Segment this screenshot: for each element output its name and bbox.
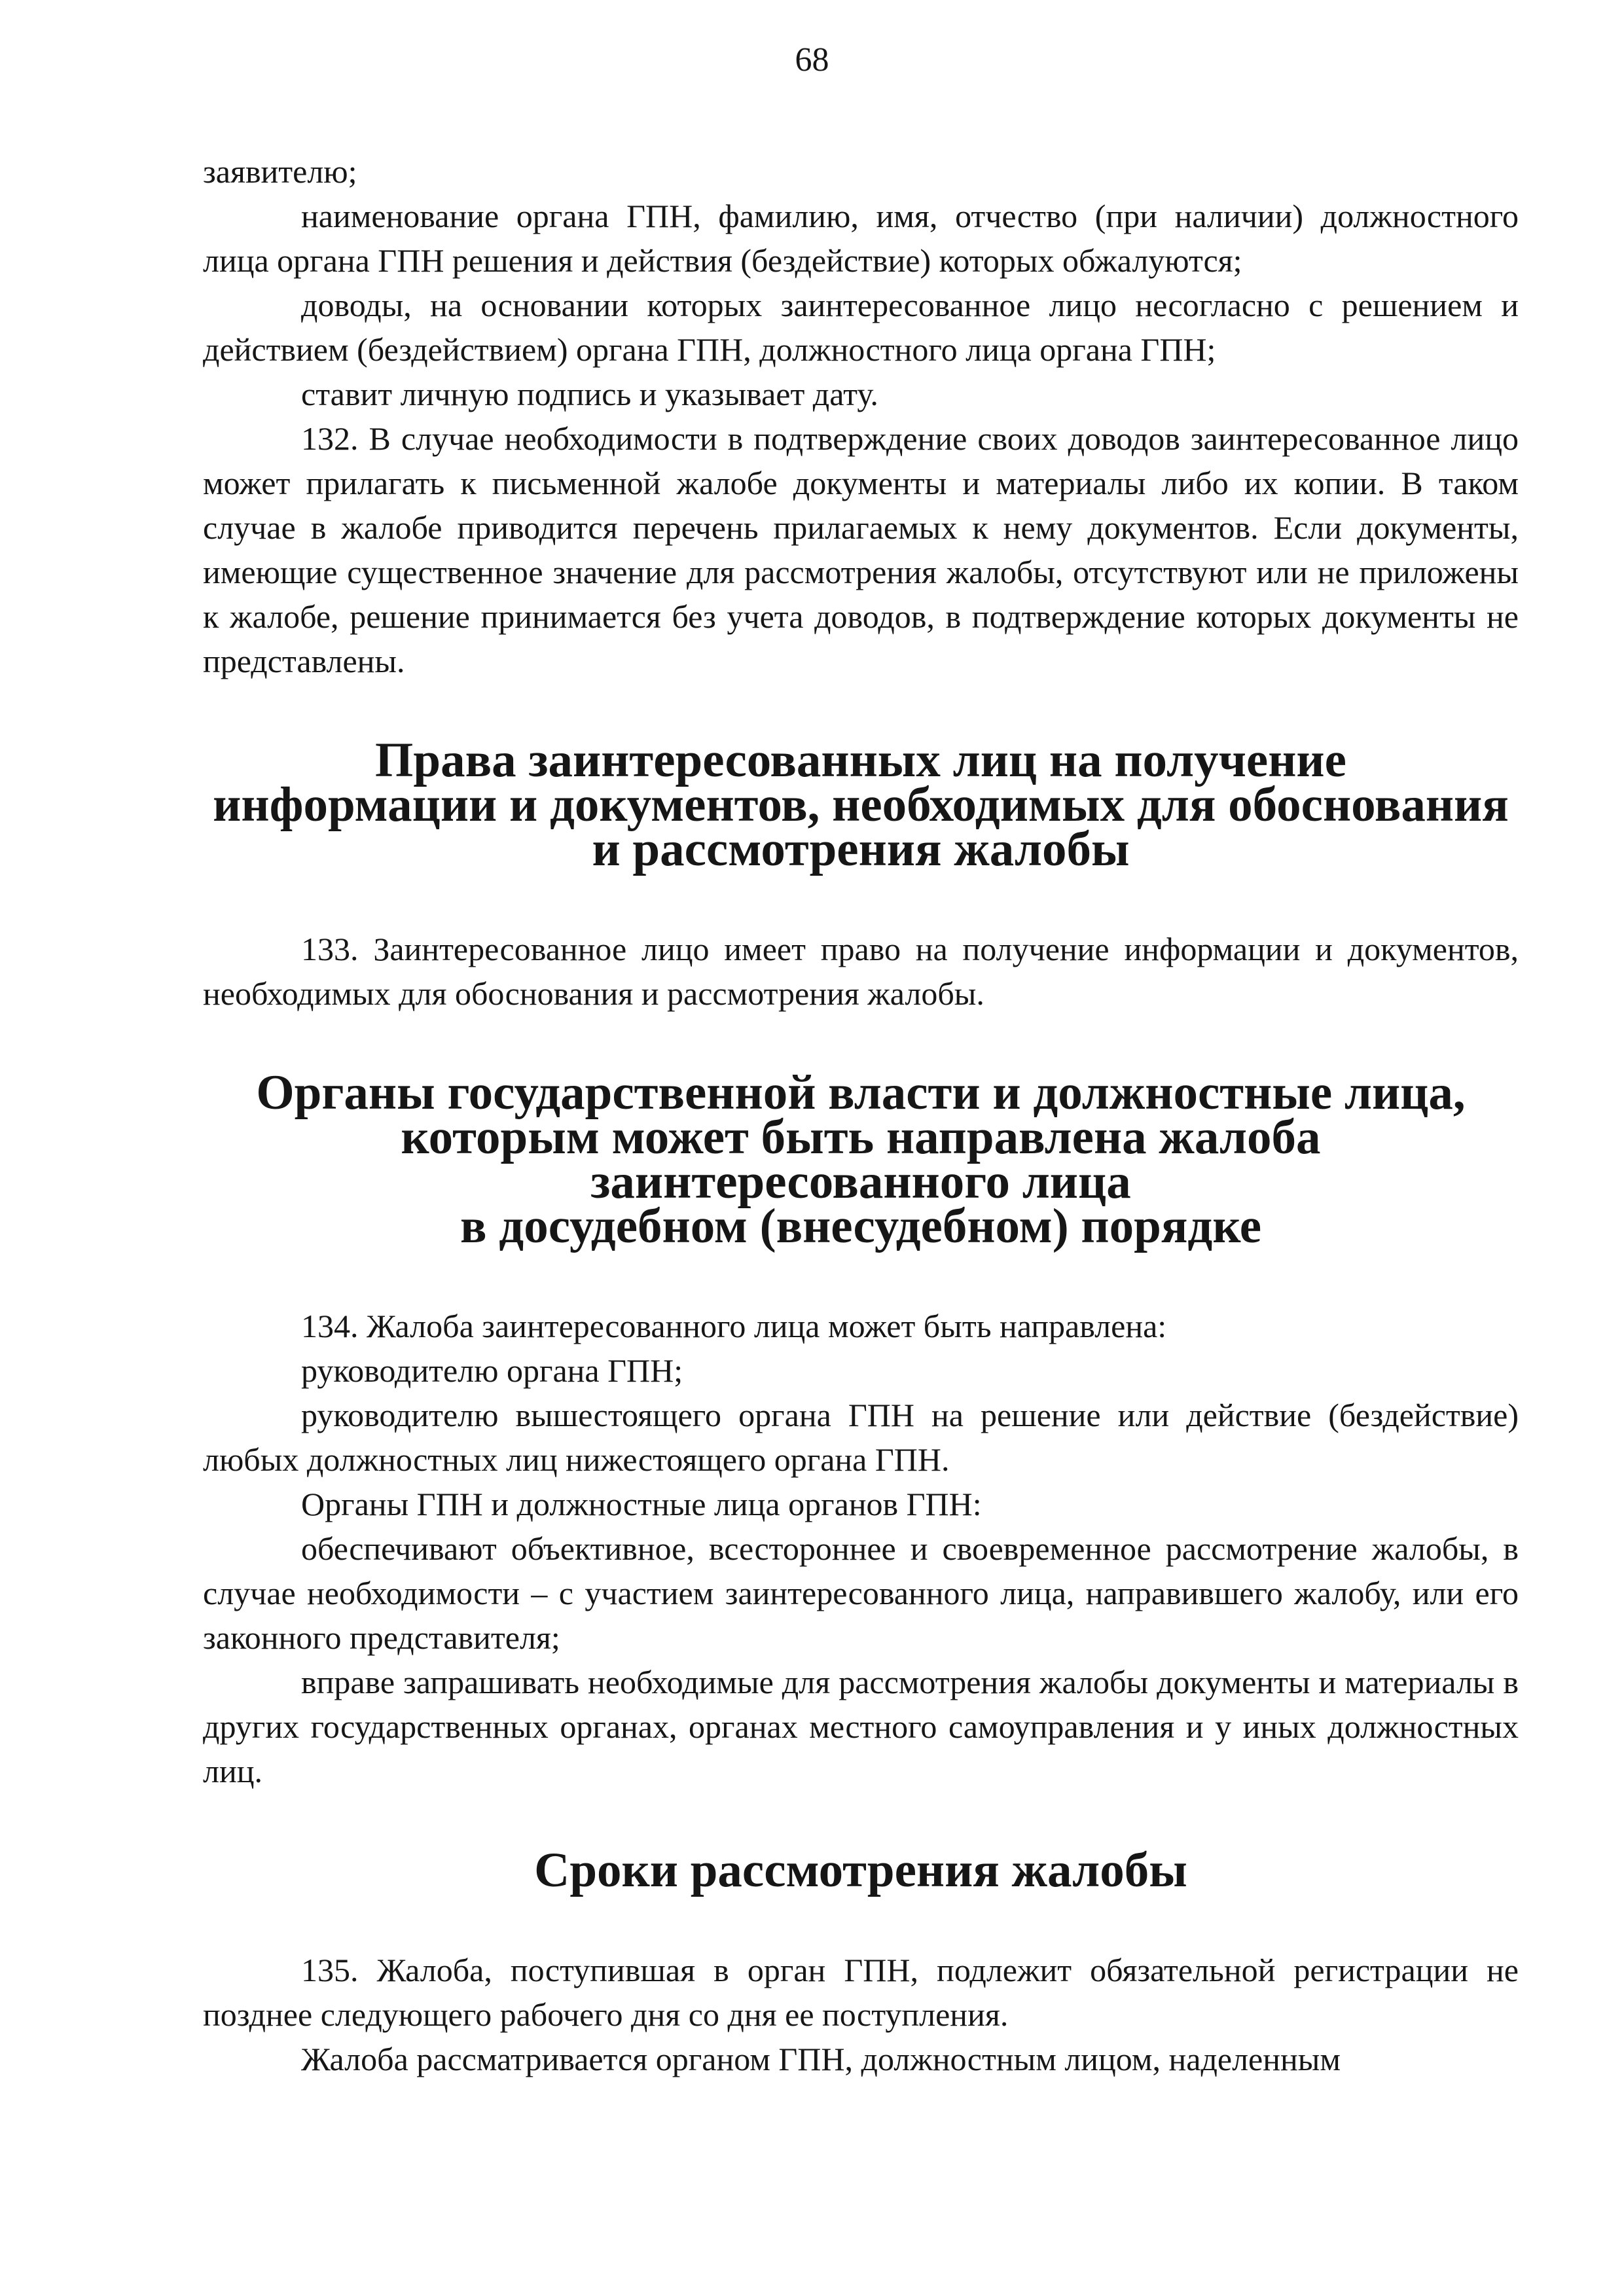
heading-line: которым может быть направлена жалоба заинтересованного лица <box>401 1110 1321 1209</box>
paragraph-higher-authority: руководителю вышестоящего органа ГПН на решение или действие (бездействие) любых должностных лиц нижестоящего органа ГПН. <box>203 1397 1519 1478</box>
page-number: 68 <box>795 41 829 79</box>
paragraph-133: 133. Заинтересованное лицо имеет право на получение информации и документов, необходимых для обоснования и рассмотрения жалобы. <box>203 931 1519 1012</box>
paragraph-ensure-review: обеспечивают объективное, всестороннее и своевременное рассмотрение жалобы, в случае необходимости – с участием заинтересованного лица, направившего жалобу, или его законного представителя; <box>203 1530 1519 1656</box>
paragraph-134: 134. Жалоба заинтересованного лица может быть направлена: <box>301 1308 1167 1344</box>
paragraph-head-of-authority: руководителю органа ГПН; <box>301 1352 683 1389</box>
spacer <box>203 1249 1519 1304</box>
spacer <box>203 1016 1519 1071</box>
spacer <box>203 683 1519 738</box>
paragraph-applicant: заявителю; <box>203 153 357 190</box>
spacer <box>203 1793 1519 1848</box>
paragraph-request-documents: вправе запрашивать необходимые для рассмотрения жалобы документы и материалы в других государственных органах, органах местного самоуправления и у иных должностных лиц. <box>203 1664 1519 1789</box>
paragraph-authorities-officials: Органы ГПН и должностные лица органов ГПН: <box>301 1486 982 1522</box>
heading-line: Сроки рассмотрения жалобы <box>534 1843 1187 1897</box>
heading-line: Органы государственной власти и должностные лица, <box>256 1066 1466 1120</box>
heading-line: в досудебном (внесудебном) порядке <box>460 1199 1261 1253</box>
paragraph-arguments: доводы, на основании которых заинтересованное лицо несогласно с решением и действием (бездействием) органа ГПН, должностного лица органа ГПН; <box>203 287 1519 368</box>
paragraph-review-by: Жалоба рассматривается органом ГПН, должностным лицом, наделенным <box>301 2041 1341 2077</box>
paragraph-authority-name: наименование органа ГПН, фамилию, имя, отчество (при наличии) должностного лица органа ГПН решения и действия (бездействие) которых обжалуются; <box>203 198 1519 279</box>
section-heading-authorities <box>203 1066 1519 1253</box>
heading-line: Права заинтересованных лиц на получение <box>375 733 1346 787</box>
heading-line: и рассмотрения жалобы <box>592 822 1130 876</box>
paragraph-135: 135. Жалоба, поступившая в орган ГПН, подлежит обязательной регистрации не позднее следующего рабочего дня со дня ее поступления. <box>203 1952 1519 2033</box>
paragraph-signature: ставит личную подпись и указывает дату. <box>301 376 878 412</box>
spacer <box>203 1893 1519 1948</box>
heading-line: информации и документов, необходимых для обоснования <box>213 778 1509 832</box>
paragraph-132: 132. В случае необходимости в подтверждение своих доводов заинтересованное лицо может прилагать к письменной жалобе документы и материалы либо их копии. В таком случае в жалобе приводится перечень прилагаемых к нему документов. Если документы, имеющие существенное значение для рассмотрения жалобы, отсутствуют или не приложены к жалобе, решение принимается без учета доводов, в подтверждение которых документы не представлены. <box>203 420 1519 679</box>
section-heading-rights <box>203 733 1519 876</box>
spacer <box>203 872 1519 927</box>
section-heading-terms <box>203 1843 1519 1897</box>
document-body <box>203 149 1519 2081</box>
